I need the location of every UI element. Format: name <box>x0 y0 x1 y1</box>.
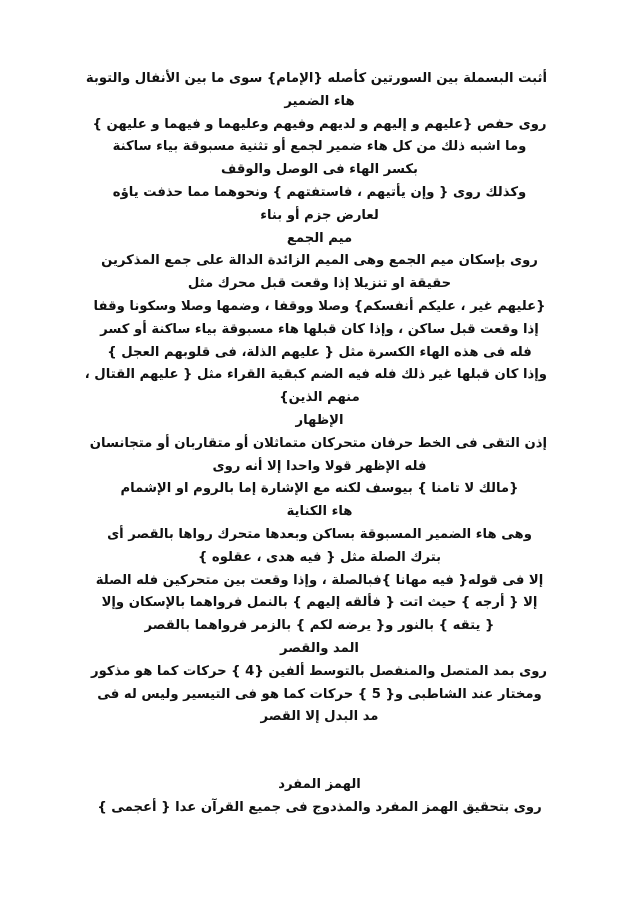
text-line: فله الإظهر قولا واحدا إلا أنه روى <box>212 458 427 474</box>
text-line: وهى هاء الضمير المسبوقة بساكن وبعدها متحرك رواها بالقصر أى <box>107 526 532 542</box>
section-heading-madd-qasr: المد والقصر <box>280 640 359 656</box>
text-line: أثبت البسملة بين السورتين كأصله {الإمام} سوى ما بين الأنفال والتوبة <box>85 71 547 86</box>
section-heading-ha-kinaya: هاء الكناية <box>286 504 353 520</box>
text-line: { يتقه } بالنور و{ يرضه لكم } بالزمر فرواهما بالقصر <box>144 618 495 634</box>
text-line: لعارض جزم أو بناء <box>260 207 379 223</box>
section-heading-mim-jam: ميم الجمع <box>286 230 353 246</box>
text-line: مد البدل إلا القصر <box>260 709 379 725</box>
text-line: حقيقة او تنزيلا إذا وقعت قبل محرك مثل <box>187 276 452 292</box>
text-line: روى بمد المتصل والمنفصل بالتوسط ألفين {4 } حركات كما هو مذكور <box>91 663 547 679</box>
text-line: إذا وقعت قبل ساكن ، وإذا كان قبلها هاء مسبوقة بياء ساكنة أو كسر <box>100 321 539 337</box>
text-line: بكسر الهاء فى الوصل والوقف <box>221 162 418 178</box>
text-line: إذن التقى فى الخط حرفان متحركان متماثلان أو متقاربان أو متجانسان <box>89 435 547 451</box>
text-line: وإذا كان قبلها غير ذلك فله فيه الضم كبقية القراء مثل { عليهم القتال ، <box>84 367 547 383</box>
text-line: إلا فى قوله{ فيه مهانا }فبالصلة ، وإذا وقعت بين متحركين فله الصلة <box>95 572 544 588</box>
section-spacer <box>92 729 547 774</box>
section-heading-ha-damir: هاء الضمير <box>284 93 355 109</box>
section-heading-izhar: الإظهار <box>295 412 344 428</box>
text-line: منهم الذين} <box>279 390 360 406</box>
text-line: {عليهم غير ، عليكم أنفسكم} وصلا ووقفا ، وضمها وصلا وسكونا وقفا <box>93 298 546 314</box>
text-line: روى حفص {عليهم و إليهم و لديهم وفيهم وعليهما و فيهما و عليهن } <box>92 116 547 132</box>
text-line: روى بتحقيق الهمز المفرد والمذدوج فى جميع القرآن عدا { أعجمى } <box>97 799 542 815</box>
section-heading-hamz-mufrad: الهمز المفرد <box>278 777 361 793</box>
text-line: بترك الصلة مثل { فيه هدى ، عقلوه } <box>197 549 442 565</box>
text-line: وكذلك روى { وإن يأتيهم ، فاستفتهم } ونحوهما مما حذفت ياؤه <box>112 184 527 200</box>
text-line: فله فى هذه الهاء الكسرة مثل { عليهم الذلة، فى قلوبهم العجل } <box>107 344 532 360</box>
text-line: ومختار عند الشاطبى و{ 5 } حركات كما هو فى التيسير وليس له فى <box>97 686 542 702</box>
text-line: {مالك لا تامنا } بيوسف لكنه مع الإشارة إما بالروم او الإشمام <box>120 481 519 497</box>
document-body <box>84 68 547 820</box>
text-line: إلا { أرجه } حيث اتت { فألقه إليهم } بالنمل فرواهما بالإسكان وإلا <box>101 595 538 611</box>
text-line: وما اشبه ذلك من كل هاء ضمير لجمع أو تثنية مسبوقة بياء ساكنة <box>112 139 527 155</box>
text-line: روى بإسكان ميم الجمع وهى الميم الزائدة الدالة على جمع المذكرين <box>101 253 538 269</box>
